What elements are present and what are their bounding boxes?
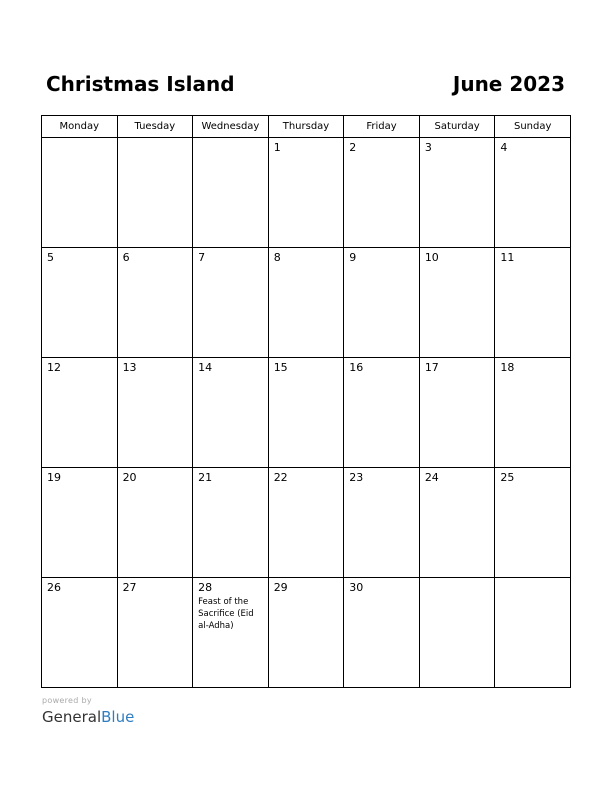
day-cell bbox=[495, 468, 571, 578]
day-cell bbox=[344, 578, 420, 688]
day-number: 17 bbox=[424, 361, 439, 374]
day-cell bbox=[117, 578, 193, 688]
day-cell bbox=[193, 468, 269, 578]
footer-branding bbox=[42, 696, 134, 727]
day-number: 24 bbox=[424, 471, 439, 484]
generalblue-logo[interactable] bbox=[42, 707, 134, 727]
day-number: 27 bbox=[122, 581, 137, 594]
day-number: 9 bbox=[349, 251, 357, 264]
day-cell bbox=[419, 358, 495, 468]
day-cell bbox=[495, 248, 571, 358]
weekday-tuesday: Tuesday bbox=[117, 116, 193, 138]
weekday-saturday: Saturday bbox=[419, 116, 495, 138]
day-cell bbox=[193, 358, 269, 468]
weekday-thursday: Thursday bbox=[268, 116, 344, 138]
day-number: 21 bbox=[198, 471, 213, 484]
calendar-month-title: June 2023 bbox=[452, 72, 565, 96]
day-number: 10 bbox=[424, 251, 439, 264]
day-number: 7 bbox=[198, 251, 206, 264]
day-number: 8 bbox=[273, 251, 281, 264]
weekday-wednesday: Wednesday bbox=[193, 116, 269, 138]
week-row bbox=[42, 138, 571, 248]
day-number: 30 bbox=[349, 581, 364, 594]
day-cell bbox=[495, 138, 571, 248]
day-cell bbox=[344, 248, 420, 358]
day-cell bbox=[42, 578, 118, 688]
day-number: 11 bbox=[500, 251, 515, 264]
day-cell bbox=[42, 248, 118, 358]
day-number: 5 bbox=[47, 251, 54, 264]
day-cell bbox=[193, 138, 269, 248]
day-number: 4 bbox=[500, 141, 508, 154]
weekday-sunday: Sunday bbox=[495, 116, 571, 138]
day-number: 6 bbox=[122, 251, 130, 264]
day-number: 2 bbox=[349, 141, 357, 154]
powered-by-label: powered by bbox=[42, 696, 92, 705]
day-cell bbox=[419, 248, 495, 358]
holiday-label: Feast of the Sacrifice (Eid al-Adha) bbox=[198, 597, 254, 631]
day-cell bbox=[419, 578, 495, 688]
weekday-friday: Friday bbox=[344, 116, 420, 138]
calendar-grid bbox=[41, 115, 571, 688]
day-cell bbox=[419, 138, 495, 248]
day-cell bbox=[117, 358, 193, 468]
day-cell bbox=[117, 468, 193, 578]
day-number: 12 bbox=[47, 361, 61, 374]
day-number: 25 bbox=[500, 471, 515, 484]
week-row bbox=[42, 248, 571, 358]
day-cell bbox=[42, 468, 118, 578]
day-number: 20 bbox=[122, 471, 137, 484]
weekday-header-row bbox=[42, 116, 571, 138]
day-cell bbox=[344, 138, 420, 248]
day-number: 29 bbox=[273, 581, 288, 594]
brand-blue-text: Blue bbox=[101, 708, 135, 726]
day-number: 28 bbox=[198, 581, 213, 594]
weekday-monday: Monday bbox=[42, 116, 118, 138]
brand-general-text: General bbox=[42, 708, 102, 726]
day-number: 14 bbox=[198, 361, 213, 374]
week-row bbox=[42, 358, 571, 468]
day-cell bbox=[268, 358, 344, 468]
day-number: 1 bbox=[273, 141, 281, 154]
day-number: 22 bbox=[273, 471, 288, 484]
day-cell bbox=[117, 138, 193, 248]
day-cell bbox=[495, 578, 571, 688]
day-number: 18 bbox=[500, 361, 515, 374]
day-cell bbox=[42, 138, 118, 248]
day-number: 26 bbox=[47, 581, 61, 594]
day-number: 13 bbox=[122, 361, 137, 374]
day-cell bbox=[268, 138, 344, 248]
calendar-country-title: Christmas Island bbox=[46, 72, 235, 96]
day-cell bbox=[419, 468, 495, 578]
day-cell bbox=[344, 358, 420, 468]
day-cell bbox=[268, 578, 344, 688]
week-row bbox=[42, 468, 571, 578]
day-number: 23 bbox=[349, 471, 364, 484]
day-number: 19 bbox=[47, 471, 61, 484]
day-number: 15 bbox=[273, 361, 288, 374]
day-cell bbox=[117, 248, 193, 358]
day-cell bbox=[193, 578, 269, 688]
day-cell bbox=[344, 468, 420, 578]
day-cell bbox=[268, 468, 344, 578]
day-cell bbox=[42, 358, 118, 468]
day-cell bbox=[268, 248, 344, 358]
day-cell bbox=[193, 248, 269, 358]
day-cell bbox=[495, 358, 571, 468]
day-number: 16 bbox=[349, 361, 364, 374]
week-row bbox=[42, 578, 571, 688]
day-number: 3 bbox=[424, 141, 432, 154]
